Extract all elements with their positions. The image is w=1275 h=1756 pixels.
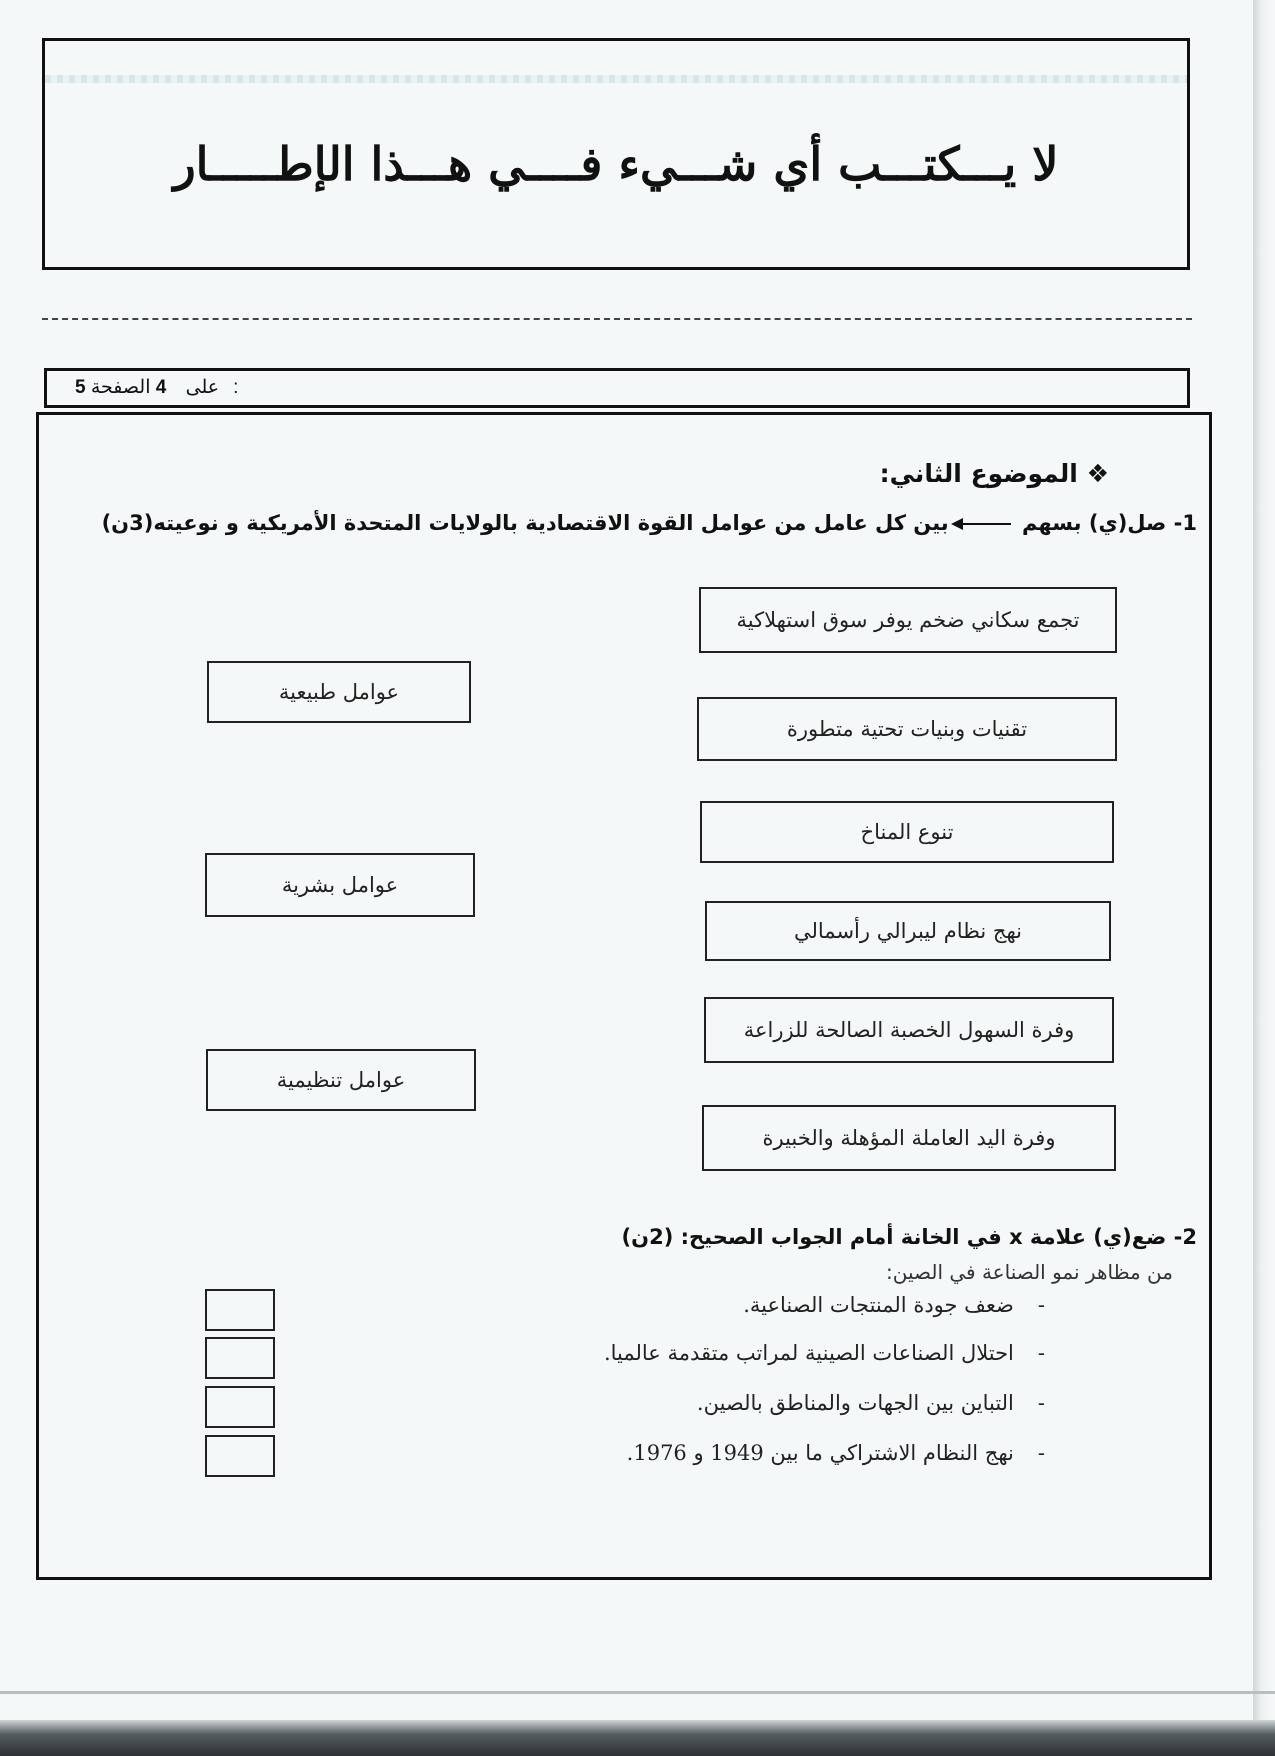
- page-total: 5: [75, 377, 86, 398]
- option-dash: -: [1037, 1391, 1045, 1415]
- answer-checkbox[interactable]: [205, 1435, 275, 1477]
- arrow-icon: [953, 523, 1011, 525]
- option-dash: -: [1037, 1293, 1045, 1317]
- answer-checkbox[interactable]: [205, 1337, 275, 1379]
- do-not-write-box: [42, 38, 1190, 270]
- factor-box[interactable]: تقنيات وبنيات تحتية متطورة: [697, 697, 1117, 761]
- option-dash: -: [1037, 1441, 1045, 1465]
- question-2-subtitle: من مظاهر نمو الصناعة في الصين:: [886, 1260, 1173, 1284]
- option-item: [627, 1441, 1045, 1465]
- answer-checkbox[interactable]: [205, 1289, 275, 1331]
- page-number-bar: [44, 368, 1190, 408]
- scan-bottom-edge: [0, 1720, 1275, 1756]
- page-current: 4: [155, 377, 167, 398]
- type-box-organizational[interactable]: عوامل تنظيمية: [206, 1049, 476, 1111]
- scan-artifact: [45, 75, 1187, 83]
- option-dash: -: [1037, 1341, 1045, 1365]
- answer-checkbox[interactable]: [205, 1386, 275, 1428]
- scan-line: [0, 1691, 1275, 1694]
- page-label: الصفحة:: [90, 377, 239, 398]
- option-text: احتلال الصناعات الصينية لمراتب متقدمة عالميا.: [603, 1341, 1014, 1365]
- option-item: [743, 1293, 1045, 1317]
- question-1-prompt: [102, 511, 1197, 535]
- question-2-prompt: 2- ضع(ي) علامة x في الخانة أمام الجواب الصحيح: (2ن): [621, 1225, 1197, 1249]
- option-text: التباين بين الجهات والمناطق بالصين.: [696, 1391, 1014, 1415]
- factor-box[interactable]: وفرة السهول الخصبة الصالحة للزراعة: [704, 997, 1114, 1063]
- factor-box[interactable]: تنوع المناخ: [700, 801, 1114, 863]
- option-text: نهج النظام الاشتراكي ما بين 1949 و 1976.: [626, 1441, 1014, 1465]
- option-item: [697, 1391, 1045, 1415]
- type-box-human[interactable]: عوامل بشرية: [205, 853, 475, 917]
- option-text: ضعف جودة المنتجات الصناعية.: [743, 1293, 1014, 1317]
- question-1-prefix: 1- صل(ي) بسهم: [1021, 511, 1197, 535]
- exam-content-box: [36, 412, 1212, 1580]
- question-1-text: بين كل عامل من عوامل القوة الاقتصادية بالولايات المتحدة الأمريكية و نوعيته(3ن): [101, 511, 949, 535]
- page-number: [75, 376, 238, 399]
- page-edge: [1253, 0, 1275, 1756]
- do-not-write-warning: لا يـــكتـــب أي شـــيء فــــي هـــذا الإطـــــار: [173, 137, 1059, 191]
- factor-box[interactable]: وفرة اليد العاملة المؤهلة والخبيرة: [702, 1105, 1116, 1171]
- subject-title: ❖ الموضوع الثاني:: [879, 459, 1109, 488]
- page-of-label: على: [185, 377, 220, 398]
- factor-box[interactable]: تجمع سكاني ضخم يوفر سوق استهلاكية: [699, 587, 1117, 653]
- cut-line: [42, 318, 1192, 320]
- option-item: [604, 1341, 1045, 1365]
- factor-box[interactable]: نهج نظام ليبرالي رأسمالي: [705, 901, 1111, 961]
- type-box-natural[interactable]: عوامل طبيعية: [207, 661, 471, 723]
